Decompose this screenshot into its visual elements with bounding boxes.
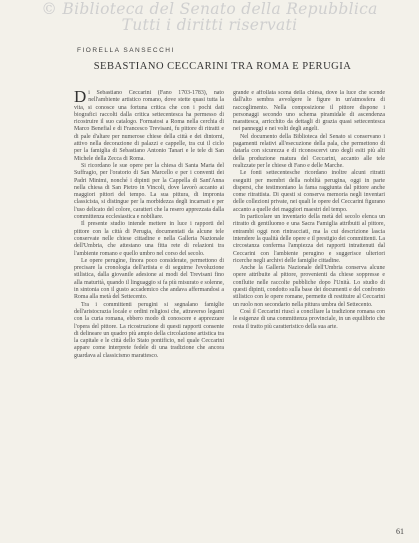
left-column bbox=[74, 90, 224, 530]
right-paragraph-2: Le fonti settecentesche ricordano inoltre alcuni ritratti eseguiti per membri della nobiltà perugina, oggi in parte dispersi, che testimoniano la fama raggiunta dal pittore anche come ritrattista. Di questi si conserva memoria negli inventari delle collezioni private, nei quali le opere del Ceccarini figurano accanto a quelle dei maggiori maestri del tempo. bbox=[233, 170, 385, 213]
author-name: FIORELLA SANSECCHI bbox=[77, 47, 175, 54]
left-paragraph-3: Le opere perugine, finora poco considerate, permettono di precisare la cronologia dell'artista e di seguirne l'evoluzione stilistica, dalla giovanile adesione ai modi del Trevisani fino alla maturità, quando il linguaggio si fa più misurato e solenne, in sintonia con il gusto accademico che andava affermandosi a Roma alla metà del Settecento. bbox=[74, 257, 224, 301]
drop-cap: D bbox=[74, 90, 87, 106]
right-paragraph-3: In particolare un inventario della metà del secolo elenca un ritratto di gentiluomo e una Sacra Famiglia attribuiti al pittore, entrambi oggi non rintracciati, ma la cui descrizione lascia intendere la qualità delle opere e il prestigio dei committenti. La circostanza conferma l'ampiezza dei rapporti intrattenuti dal Ceccarini con l'ambiente perugino e suggerisce ulteriori ricerche negli archivi delle famiglie cittadine. bbox=[233, 214, 385, 264]
right-paragraph-5: Così il Ceccarini riuscì a conciliare la tradizione romana con le esigenze di una committenza provinciale, in un equilibrio che resta il tratto più caratteristico della sua arte. bbox=[233, 308, 385, 330]
left-paragraph-0-text: i Sebastiano Ceccarini (Fano 1703-1783), nato nell'ambiente artistico romano, dove stette quasi tutta la vita, si conosce una fortuna critica che con i pochi dati biografici raccolti dalla critica settecentesca ha permesso di ricostruire il suo catalogo. Formatosi a Roma nella cerchia di Marco Benefial e di Francesco Trevisani, fu pittore di ritratti e di pale d'altare per numerose chiese della città e dei dintorni, attivo nella decorazione di palazzi e cappelle, tra cui il ciclo per la famiglia di Sebastiano Antonio Tanari e le tele di San Michele della Zecca di Roma. bbox=[74, 90, 224, 162]
left-paragraph-4: Tra i committenti perugini si segnalano famiglie dell'aristocrazia locale e ordini religiosi che, attraverso legami con la curia romana, ebbero modo di conoscere e apprezzare l'opera del pittore. La ricostruzione di questi rapporti consente di delineare un quadro più ampio della circolazione artistica tra la capitale e le città dello Stato pontificio, nel quale Ceccarini appare come interprete fedele di una tradizione che ancora guardava al classicismo marattesco. bbox=[74, 301, 224, 359]
left-paragraph-1: Si ricordano le sue opere per la chiesa di Santa Maria del Suffragio, per l'oratorio di San Marcello e per i conventi dei Padri Minimi, nonché i dipinti per la Cappella di Sant'Anna nella chiesa di San Pietro in Vincoli, dove lavorò accanto ai maggiori pittori del tempo. La sua pittura, di impronta classicista, si distingue per la morbidezza degli incarnati e per l'uso delicato del colore, caratteri che la resero apprezzata dalla committenza ecclesiastica e nobiliare. bbox=[74, 162, 224, 221]
left-paragraph-0 bbox=[74, 90, 224, 163]
right-paragraph-0: grande e affollata scena della chiesa, dove la luce che scende dall'alto sembra avvolgere le figure in un'atmosfera di raccoglimento. Nella composizione il pittore dispone i personaggi secondo uno schema piramidale di ascendenza marattesca, arricchito da dettagli di grazia quasi settecentesca nei panneggi e nei volti degli angeli. bbox=[233, 90, 385, 133]
right-paragraph-1: Nel documento della Biblioteca del Senato si conservano i pagamenti relativi all'esecuzione della pala, che permettono di datarla con sicurezza e di riconoscervi uno degli esiti più alti della produzione matura del Ceccarini, accanto alle tele realizzate per le chiese di Fano e delle Marche. bbox=[233, 133, 385, 169]
page-number: 61 bbox=[396, 527, 404, 536]
watermark-line-2: Tutti i diritti riservati bbox=[121, 16, 298, 34]
right-paragraph-4: Anche la Galleria Nazionale dell'Umbria conserva alcune opere attribuite al pittore, provenienti da chiese soppresse e confluite nelle raccolte pubbliche dopo l'Unità. Lo studio di questi dipinti, condotto sulla base dei documenti e del confronto stilistico con le opere romane, permette di restituire al Ceccarini un ruolo non secondario nella pittura umbra del Settecento. bbox=[233, 265, 385, 308]
article-title: SEBASTIANO CECCARINI TRA ROMA E PERUGIA bbox=[93, 61, 352, 72]
left-paragraph-2: Il presente studio intende mettere in luce i rapporti del pittore con la città di Perugia, documentati da alcune tele conservate nelle chiese cittadine e nella Galleria Nazionale dell'Umbria, che attestano una fitta rete di relazioni tra l'ambiente romano e quello umbro nel corso del secolo. bbox=[74, 221, 224, 257]
right-column bbox=[233, 90, 385, 530]
watermark-line-1: © Biblioteca del Senato della Repubblica bbox=[41, 0, 378, 18]
